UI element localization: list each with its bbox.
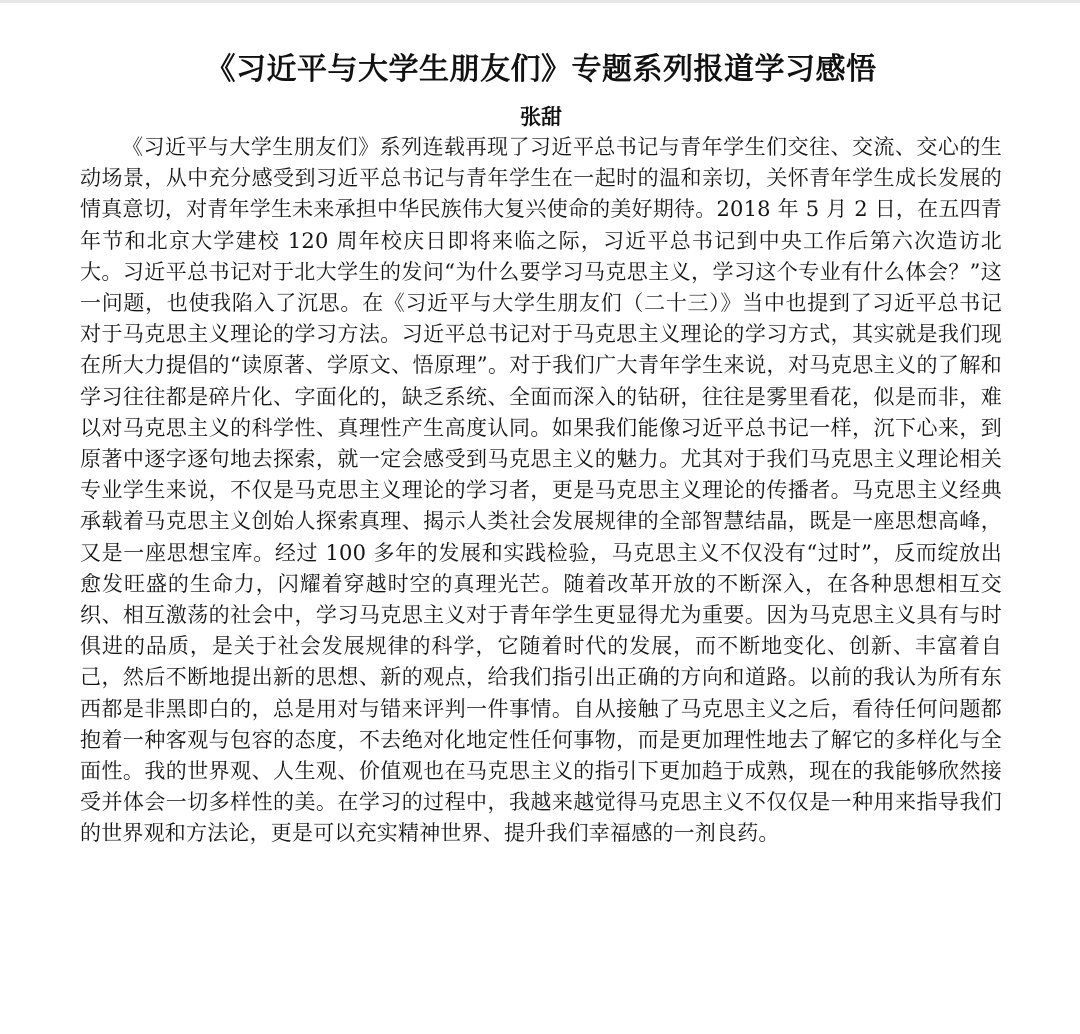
author-name: 张甜 [520, 105, 562, 129]
document-title: 《习近平与大学生朋友们》专题系列报道学习感悟 [205, 52, 877, 87]
body-paragraph: 《习近平与大学生朋友们》系列连载再现了习近平总书记与青年学生们交往、交流、交心的生动场景，从中充分感受到习近平总书记与青年学生在一起时的温和亲切，关怀青年学生成长发展的情真意切，对青年学生未来承担中华民族伟大复兴使命的美好期待。2018 年 5 月 2 日，在五四青年节和北京大学建校 120 周年校庆日即将来临之际，习近平总书记到中央工作后第六次造访北大。习近平总书记对于北大学生的发问“为什么要学习马克思主义，学习这个专业有什么体会？”这一问题，也使我陷入了沉思。在《习近平与大学生朋友们（二十三）》当中也提到了习近平总书记对于马克思主义理论的学习方法。习近平总书记对于马克思主义理论的学习方式，其实就是我们现在所大力提倡的“读原著、学原文、悟原理”。对于我们广大青年学生来说，对马克思主义的了解和学习往往都是碎片化、字面化的，缺乏系统、全面而深入的钻研，往往是雾里看花，似是而非，难以对马克思主义的科学性、真理性产生高度认同。如果我们能像习近平总书记一样，沉下心来，到原著中逐字逐句地去探索，就一定会感受到马克思主义的魅力。尤其对于我们马克思主义理论相关专业学生来说，不仅是马克思主义理论的学习者，更是马克思主义理论的传播者。马克思主义经典承载着马克思主义创始人探索真理、揭示人类社会发展规律的全部智慧结晶，既是一座思想高峰，又是一座思想宝库。经过 100 多年的发展和实践检验，马克思主义不仅没有“过时”，反而绽放出愈发旺盛的生命力，闪耀着穿越时空的真理光芒。随着改革开放的不断深入，在各种思想相互交织、相互激荡的社会中，学习马克思主义对于青年学生更显得尤为重要。因为马克思主义具有与时俱进的品质，是关于社会发展规律的科学，它随着时代的发展，而不断地变化、创新、丰富着自己，然后不断地提出新的思想、新的观点，给我们指引出正确的方向和道路。以前的我认为所有东西都是非黑即白的，总是用对与错来评判一件事情。自从接触了马克思主义之后，看待任何问题都抱着一种客观与包容的态度，不去绝对化地定性任何事物，而是更加理性地去了解它的多样化与全面性。我的世界观、人生观、价值观也在马克思主义的指引下更加趋于成熟，现在的我能够欣然接受并体会一切多样性的美。在学习的过程中，我越来越觉得马克思主义不仅仅是一种用来指导我们的世界观和方法论，更是可以充实精神世界、提升我们幸福感的一剂良药。 [80, 135, 1002, 846]
top-border [0, 0, 1080, 3]
document-page [80, 44, 1002, 850]
